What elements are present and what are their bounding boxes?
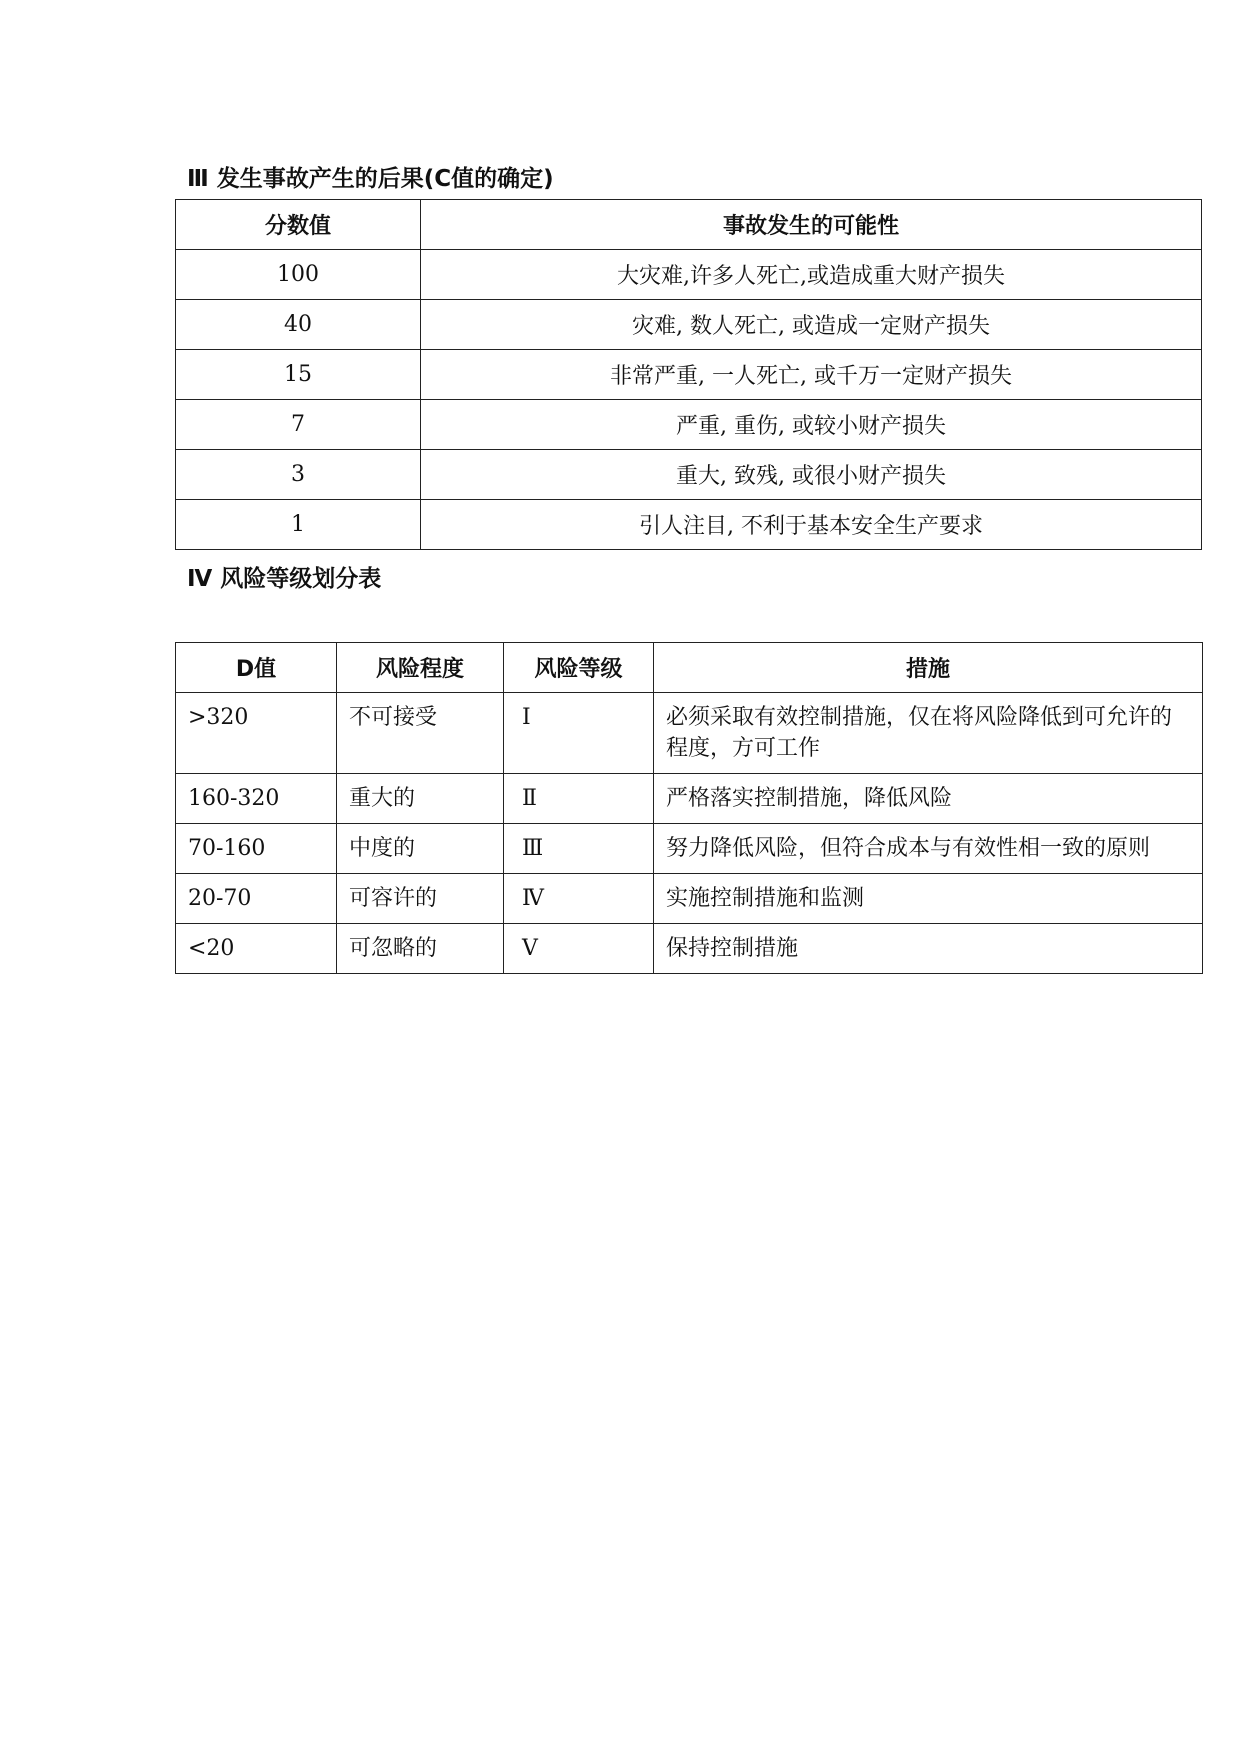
- d-value-cell: >320: [176, 693, 337, 774]
- d-value-cell: 160-320: [176, 774, 337, 824]
- column-header: D值: [176, 643, 337, 693]
- measure-cell: 保持控制措施: [654, 924, 1203, 974]
- description-cell: 非常严重, 一人死亡, 或千万一定财产损失: [421, 350, 1202, 400]
- d-value-cell: 70-160: [176, 824, 337, 874]
- risk-degree-cell: 可忽略的: [337, 924, 504, 974]
- score-cell: 40: [176, 300, 421, 350]
- risk-level-table: [175, 642, 1203, 974]
- risk-grade-cell: Ⅳ: [504, 874, 654, 924]
- risk-degree-cell: 中度的: [337, 824, 504, 874]
- table-row: [176, 874, 1203, 924]
- measure-cell: 严格落实控制措施，降低风险: [654, 774, 1203, 824]
- description-cell: 大灾难,许多人死亡,或造成重大财产损失: [421, 250, 1202, 300]
- table-row: [176, 824, 1203, 874]
- column-header: 风险程度: [337, 643, 504, 693]
- risk-degree-cell: 可容许的: [337, 874, 504, 924]
- measure-cell: 努力降低风险，但符合成本与有效性相一致的原则: [654, 824, 1203, 874]
- description-cell: 重大, 致残, 或很小财产损失: [421, 450, 1202, 500]
- table-row: [176, 450, 1202, 500]
- column-header: 风险等级: [504, 643, 654, 693]
- measure-cell: 必须采取有效控制措施，仅在将风险降低到可允许的程度，方可工作: [654, 693, 1203, 774]
- table-row: [176, 250, 1202, 300]
- description-cell: 严重, 重伤, 或较小财产损失: [421, 400, 1202, 450]
- description-cell: 引人注目, 不利于基本安全生产要求: [421, 500, 1202, 550]
- score-cell: 7: [176, 400, 421, 450]
- table-row: [176, 400, 1202, 450]
- risk-grade-cell: Ⅴ: [504, 924, 654, 974]
- table-row: [176, 500, 1202, 550]
- score-cell: 15: [176, 350, 421, 400]
- measure-cell: 实施控制措施和监测: [654, 874, 1203, 924]
- risk-grade-cell: Ⅲ: [504, 824, 654, 874]
- table-header-row: [176, 643, 1203, 693]
- d-value-cell: 20-70: [176, 874, 337, 924]
- table-row: [176, 774, 1203, 824]
- table-row: [176, 350, 1202, 400]
- risk-grade-cell: Ⅰ: [504, 693, 654, 774]
- risk-grade-cell: Ⅱ: [504, 774, 654, 824]
- section4-title: Ⅳ 风险等级划分表: [187, 566, 382, 592]
- table-row: [176, 300, 1202, 350]
- risk-degree-cell: 不可接受: [337, 693, 504, 774]
- consequence-table: [175, 199, 1202, 550]
- table-header-row: [176, 200, 1202, 250]
- section3-title: Ⅲ 发生事故产生的后果(C值的确定): [187, 166, 554, 192]
- column-header: 措施: [654, 643, 1203, 693]
- column-header: 事故发生的可能性: [421, 200, 1202, 250]
- description-cell: 灾难, 数人死亡, 或造成一定财产损失: [421, 300, 1202, 350]
- score-cell: 100: [176, 250, 421, 300]
- table-row: [176, 924, 1203, 974]
- table-row: [176, 693, 1203, 774]
- risk-degree-cell: 重大的: [337, 774, 504, 824]
- score-cell: 3: [176, 450, 421, 500]
- column-header: 分数值: [176, 200, 421, 250]
- score-cell: 1: [176, 500, 421, 550]
- d-value-cell: <20: [176, 924, 337, 974]
